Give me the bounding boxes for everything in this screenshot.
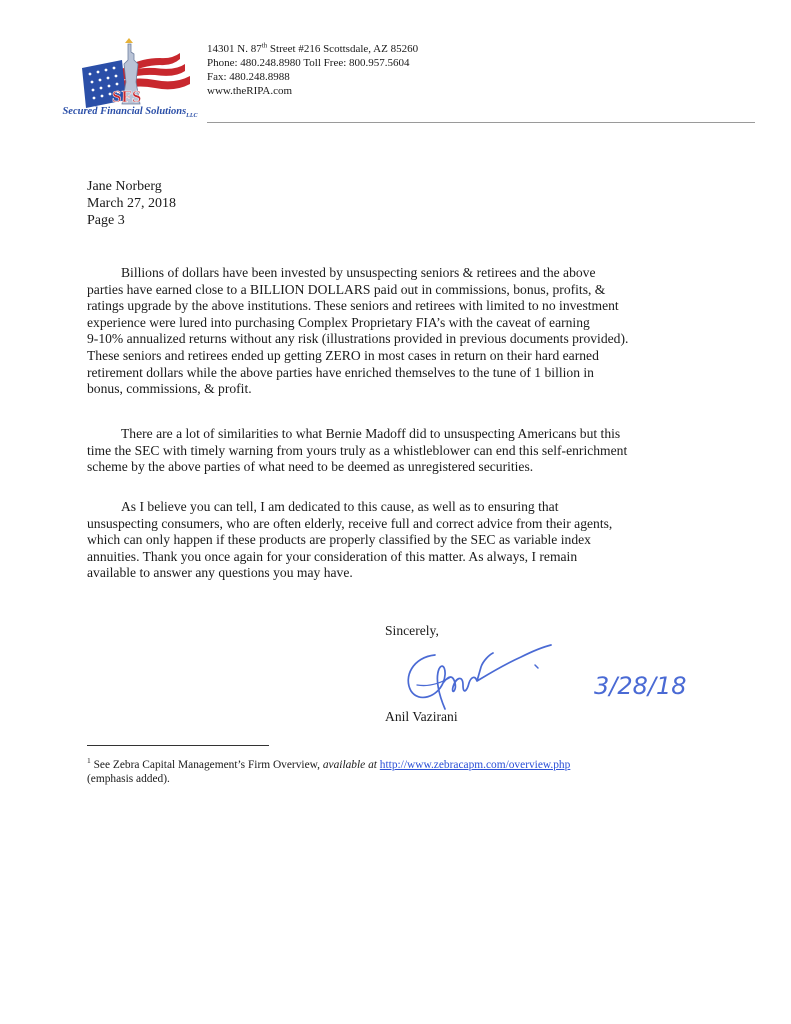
handwritten-date — [590, 664, 700, 704]
company-name: Secured Financial Solutions$_{LLC}$ — [62, 106, 198, 120]
logo-monogram: SFS — [112, 87, 142, 106]
address-street: 14301 N. 87th Street #216 Scottsdale, AZ 85260 — [207, 41, 419, 55]
paragraph-line: As I believe you can tell, I am dedicated to this cause, as well as to ensuring that — [87, 499, 559, 514]
handwritten-signature — [393, 625, 568, 725]
footnote-divider — [87, 745, 269, 746]
paragraph-line: Billions of dollars have been invested by unsuspecting seniors & retirees and the above — [87, 265, 596, 280]
paragraph-line: There are a lot of similarities to what Bernie Madoff did to unsuspecting Americans but this — [87, 426, 621, 441]
footnote-line-2: (emphasis added). — [87, 773, 170, 786]
letterhead-address — [207, 42, 418, 98]
footnote — [87, 754, 707, 787]
paragraph-1 — [87, 265, 702, 398]
recipient-block — [87, 178, 176, 229]
recipient-name: Jane Norberg — [87, 179, 162, 194]
handwritten-date-icon — [590, 664, 700, 704]
paragraph-line: experience were lured into purchasing Complex Proprietary FIA’s with the caveat of earning — [87, 314, 590, 330]
paragraph-3 — [87, 499, 702, 582]
paragraph-line: ratings upgrade by the above institutions. These seniors and retirees with limited to no investment — [87, 298, 619, 314]
flag-liberty-logo-icon — [60, 38, 200, 108]
paragraph-2 — [87, 426, 702, 476]
paragraph-line: scheme by the above parties of what need to be deemed as unregistered securities. — [87, 459, 534, 475]
address-fax: Fax: 480.248.8988 — [207, 71, 290, 83]
company-logo — [60, 38, 200, 138]
paragraph-line: 9-10% annualized returns without any risk (illustrations provided in previous documents provided). — [87, 331, 629, 347]
signature-icon — [393, 625, 568, 725]
paragraph-line: retirement dollars while the above parties have enriched themselves to the tune of 1 billion in — [87, 364, 594, 380]
address-phone: Phone: 480.248.8980 Toll Free: 800.957.5604 — [207, 57, 410, 69]
paragraph-line: unsuspecting consumers, who are often elderly, receive full and correct advice from their agents, — [87, 515, 613, 531]
svg-text:3/28/18: 3/28/18 — [594, 672, 687, 700]
paragraph-line: bonus, commissions, & profit. — [87, 381, 252, 397]
paragraph-line: parties have earned close to a BILLION DOLLARS paid out in commissions, bonus, profits, & — [87, 281, 606, 297]
page-number: Page 3 — [87, 213, 125, 228]
address-website: www.theRIPA.com — [207, 85, 293, 97]
paragraph-line: annuities. Thank you once again for your consideration of this matter. As always, I remain — [87, 548, 578, 564]
paragraph-line: available to answer any questions you may have. — [87, 565, 353, 581]
letterhead-divider — [207, 122, 755, 123]
closing-salutation: Sincerely, — [385, 623, 439, 638]
paragraph-line: These seniors and retirees ended up getting ZERO in most cases in return on their hard earned — [87, 347, 599, 363]
letter-date: March 27, 2018 — [87, 196, 177, 211]
paragraph-line: which can only happen if these products are properly classified by the SEC as variable index — [87, 532, 591, 548]
footnote-line-1: $^1$ See Zebra Capital Management’s Firm Overview, available at http://www.zebracapm.com/overview.php — [87, 756, 571, 771]
footnote-link[interactable]: http://www.zebracapm.com/overview.php — [379, 758, 571, 771]
signer-name: Anil Vazirani — [385, 709, 458, 724]
paragraph-line: time the SEC with timely warning from yours truly as a whistleblower can end this self-enrichment — [87, 442, 628, 458]
footnote-number: 1 — [87, 756, 91, 765]
